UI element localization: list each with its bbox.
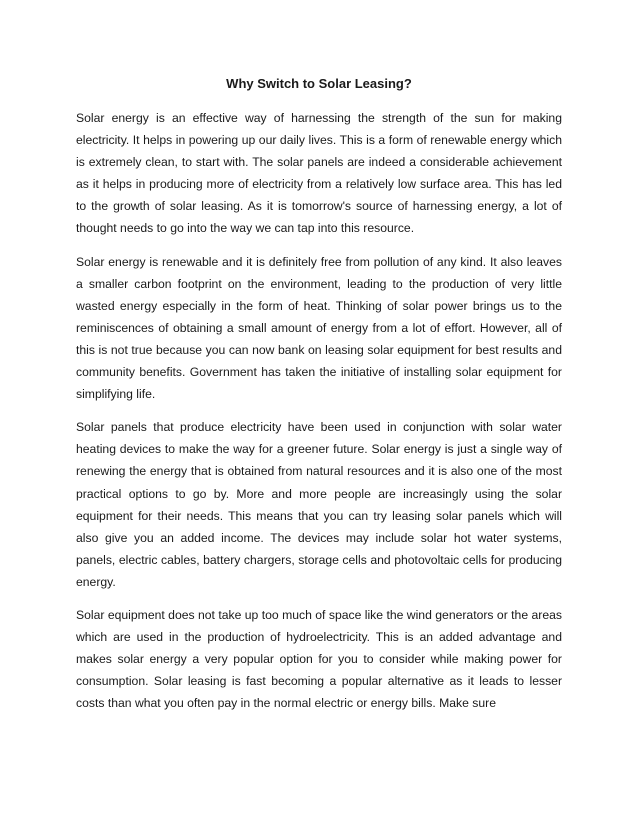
paragraph-4: Solar equipment does not take up too much of space like the wind generators or the areas which are used in the production of hydroelectricity. This is an added advantage and makes solar energy a very popular option for you to consider while making power for consumption. Solar leasing is fast becoming a popular alternative as it leads to lesser costs than what you often pay in the normal electric or energy bills. Make sure (76, 607, 562, 711)
document-title: Why Switch to Solar Leasing? (226, 76, 412, 91)
paragraph-3: Solar panels that produce electricity have been used in conjunction with solar water heating devices to make the way for a greener future. Solar energy is just a single way of renewing the energy that is obtained from natural resources and it is also one of the most practical options to go by. More and more people are increasingly using the solar equipment for their needs. This means that you can try leasing solar panels which will also give you an added income. The devices may include solar hot water systems, panels, electric cables, battery chargers, storage cells and photovoltaic cells for producing energy. (76, 420, 562, 589)
paragraph-2: Solar energy is renewable and it is definitely free from pollution of any kind. It also leaves a smaller carbon footprint on the environment, leading to the production of very little wasted energy especially in the form of heat. Thinking of solar power brings us to the reminiscences of obtaining a small amount of energy from a lot of effort. However, all of this is not true because you can now bank on leasing solar equipment for best results and community benefits. Government has taken the initiative of installing solar equipment for simplifying life. (76, 254, 562, 402)
paragraph-1: Solar energy is an effective way of harnessing the strength of the sun for making electricity. It helps in powering up our daily lives. This is a form of renewable energy which is extremely clean, to start with. The solar panels are indeed a considerable achievement as it helps in producing more of electricity from a relatively low surface area. This has led to the growth of solar leasing. As it is tomorrow's source of harnessing energy, a lot of thought needs to go into the way we can tap into this resource. (76, 111, 562, 236)
